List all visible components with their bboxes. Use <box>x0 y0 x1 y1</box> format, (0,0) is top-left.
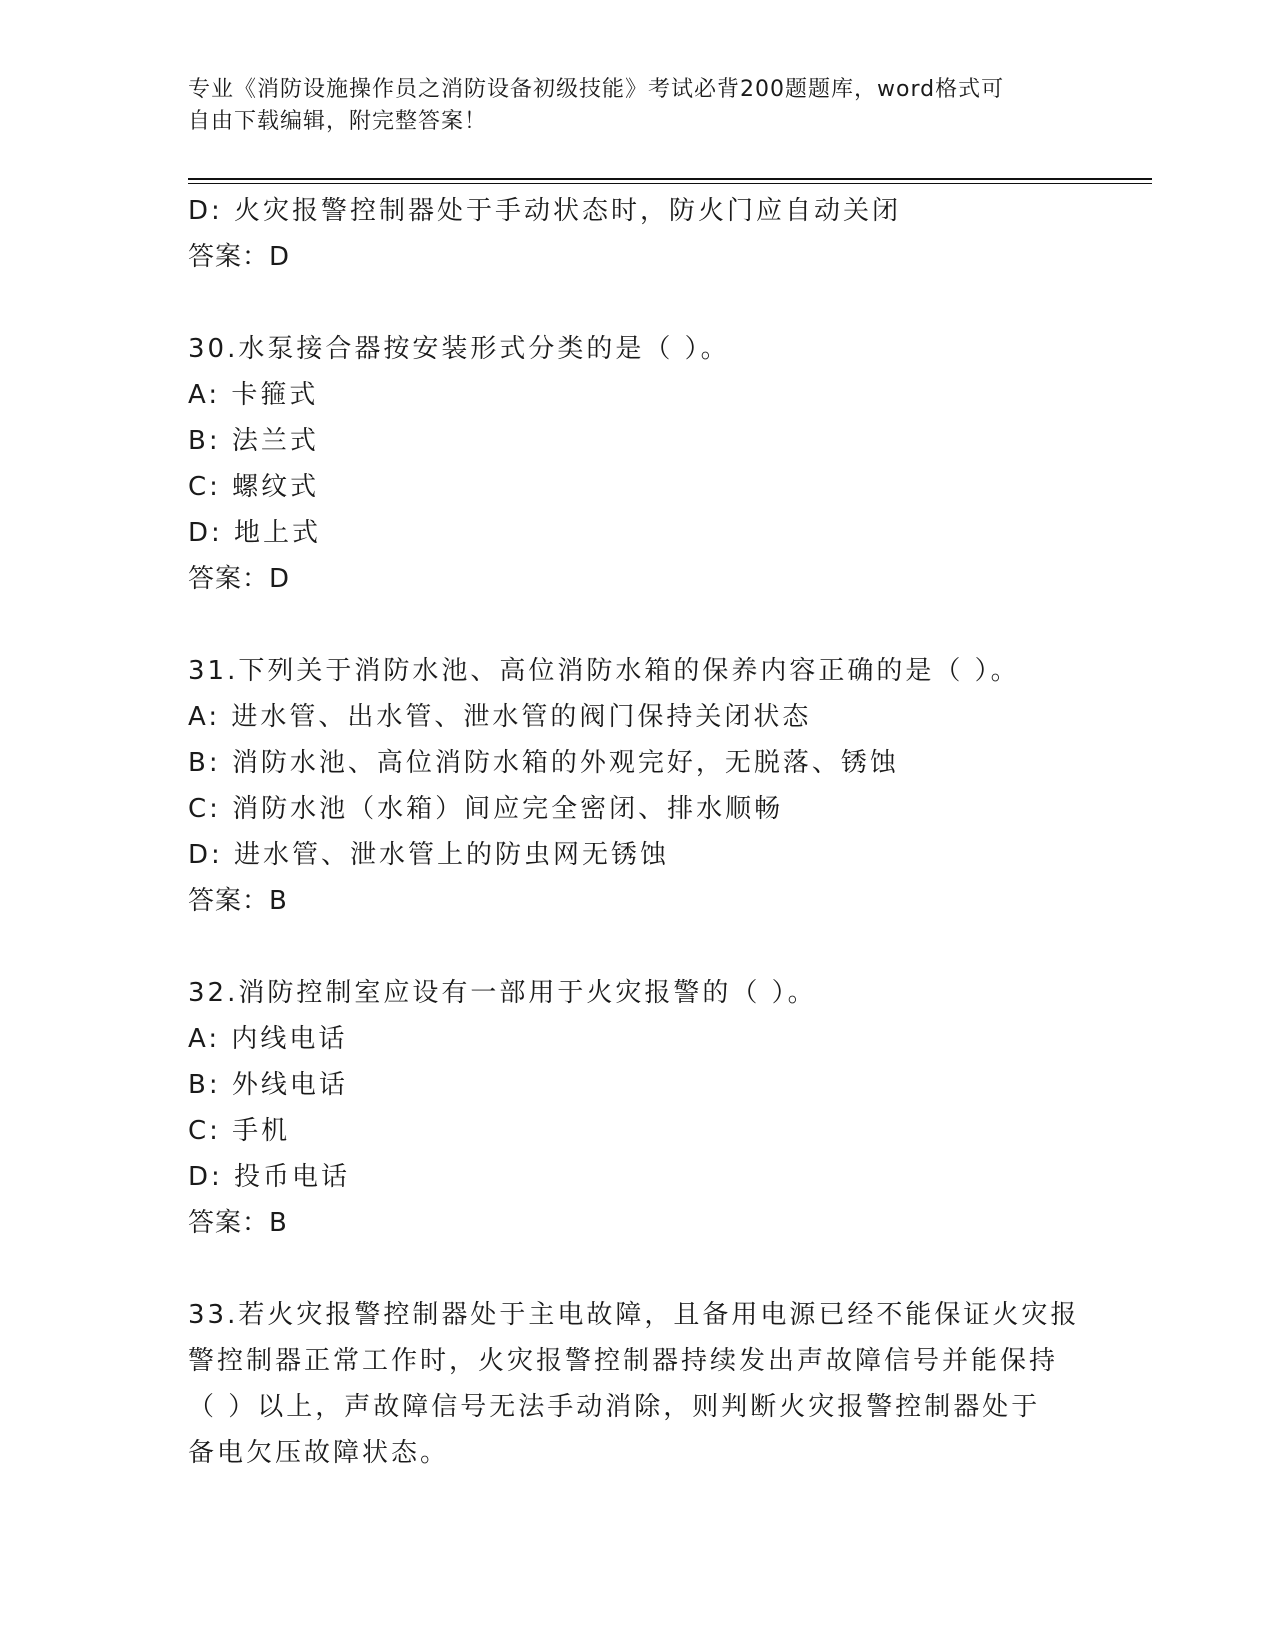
header-divider-thin <box>188 183 1152 184</box>
header-line-1: 专业《消防设施操作员之消防设备初级技能》考试必背200题题库，word格式可 <box>188 77 1005 102</box>
option-a: A: 内线电话 <box>188 1024 348 1054</box>
question-33 <box>188 1292 1088 1476</box>
spacer <box>188 924 1088 970</box>
header-line-2: 自由下载编辑，附完整答案！ <box>188 109 488 134</box>
option-b: B: 外线电话 <box>188 1070 348 1100</box>
option-d: D: 进水管、泄水管上的防虫网无锈蚀 <box>188 840 670 870</box>
option-c: C: 手机 <box>188 1116 291 1146</box>
option-b: B: 消防水池、高位消防水箱的外观完好，无脱落、锈蚀 <box>188 748 899 778</box>
answer: 答案：B <box>188 886 288 916</box>
question-stem-line-1: 33.若火灾报警控制器处于主电故障，且备用电源已经不能保证火灾报 <box>188 1300 1080 1330</box>
option-a: A: 卡箍式 <box>188 380 319 410</box>
question-stem-line-3: （ ）以上，声故障信号无法手动消除，则判断火灾报警控制器处于 <box>188 1392 1041 1422</box>
option-d: D: 地上式 <box>188 518 322 548</box>
spacer <box>188 280 1088 326</box>
header-divider-thick <box>188 178 1152 180</box>
question-stem: 30.水泵接合器按安装形式分类的是（ ）。 <box>188 334 730 364</box>
question-stem: 31.下列关于消防水池、高位消防水箱的保养内容正确的是（ ）。 <box>188 656 1020 686</box>
spacer <box>188 1246 1088 1292</box>
option-b: B: 法兰式 <box>188 426 319 456</box>
question-30 <box>188 326 1088 602</box>
q29-option-d: D: 火灾报警控制器处于手动状态时，防火门应自动关闭 <box>188 196 902 226</box>
option-c: C: 螺纹式 <box>188 472 320 502</box>
question-32 <box>188 970 1088 1246</box>
question-stem-line-4: 备电欠压故障状态。 <box>188 1438 450 1468</box>
option-c: C: 消防水池（水箱）间应完全密闭、排水顺畅 <box>188 794 784 824</box>
spacer <box>188 602 1088 648</box>
option-d: D: 投币电话 <box>188 1162 351 1192</box>
document-header <box>188 74 1088 138</box>
q29-answer: 答案：D <box>188 242 291 272</box>
option-a: A: 进水管、出水管、泄水管的阀门保持关闭状态 <box>188 702 812 732</box>
answer: 答案：B <box>188 1208 288 1238</box>
question-list <box>188 188 1088 1476</box>
question-stem: 32.消防控制室应设有一部用于火灾报警的（ ）。 <box>188 978 817 1008</box>
question-stem-line-2: 警控制器正常工作时，火灾报警控制器持续发出声故障信号并能保持 <box>188 1346 1059 1376</box>
question-31 <box>188 648 1088 924</box>
answer: 答案：D <box>188 564 291 594</box>
